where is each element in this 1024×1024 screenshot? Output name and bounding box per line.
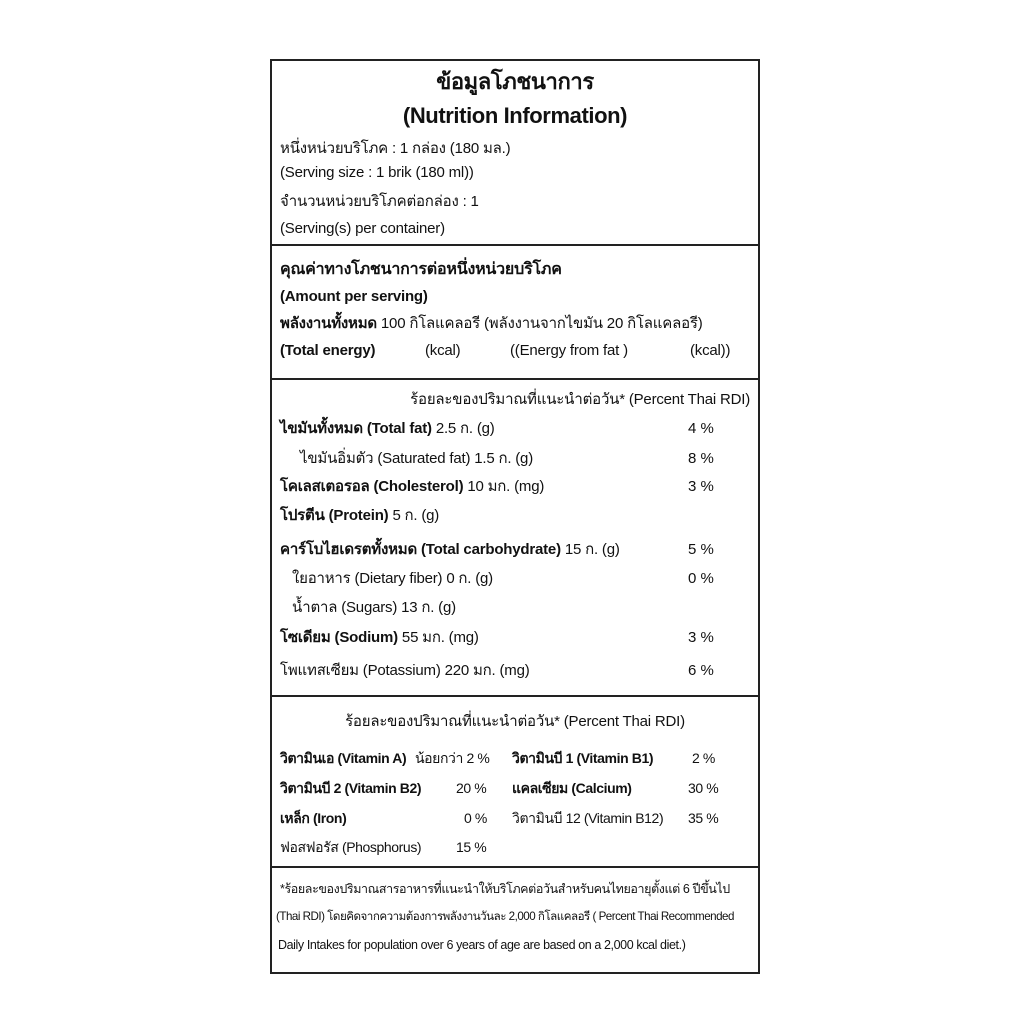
phosphorus-value: 15 % [456, 839, 487, 855]
calcium-label: แคลเซียม (Calcium) [512, 780, 632, 796]
nutrient-pct-sodium: 3 % [688, 629, 714, 646]
iron-value: 0 % [464, 810, 487, 826]
phosphorus-label: ฟอสฟอรัส (Phosphorus) [280, 839, 422, 855]
nutrient-label: น้ำตาล (Sugars) [292, 599, 398, 616]
vitamin-a-label: วิตามินเอ (Vitamin A) [280, 750, 407, 766]
serving-size-thai: หนึ่งหน่วยบริโภค : 1 กล่อง (180 มล.) [280, 140, 511, 157]
footnote-section [272, 868, 758, 972]
footnote-line-1: *ร้อยละของปริมาณสารอาหารที่แนะนำให้บริโภคต่อวันสำหรับคนไทยอายุตั้งแต่ 6 ปีขึ้นไป [280, 882, 730, 896]
nutrient-row-saturated-fat [300, 449, 533, 469]
nutrient-row-sugars [292, 598, 456, 618]
nutrient-pct-potassium: 6 % [688, 662, 714, 679]
nutrient-amount: 2.5 ก. (g) [435, 420, 495, 437]
nutrient-pct-dietary-fiber: 0 % [688, 570, 714, 587]
nutrient-pct-saturated-fat: 8 % [688, 450, 714, 467]
nutrition-label [270, 59, 760, 974]
nutrient-amount: 220 มก. (mg) [444, 662, 530, 679]
nutrient-amount: 13 ก. (g) [401, 599, 456, 616]
nutrient-amount: 55 มก. (mg) [401, 629, 479, 646]
nutrient-label: ใยอาหาร (Dietary fiber) [292, 570, 443, 587]
vitamins-section [272, 697, 758, 868]
nutrient-row-cholesterol [280, 477, 544, 497]
nutrient-amount: 10 มก. (mg) [467, 478, 545, 495]
nutrient-row-potassium [280, 661, 530, 681]
nutrient-label: โคเลสเตอรอล (Cholesterol) [280, 478, 464, 495]
vitamin-b1-label: วิตามินบี 1 (Vitamin B1) [512, 750, 654, 766]
nutrient-pct-total-fat: 4 % [688, 420, 714, 437]
total-energy-label: พลังงานทั้งหมด [280, 315, 377, 332]
title-english: (Nutrition Information) [402, 103, 628, 128]
total-energy-unit: กิโลแคลอรี [409, 315, 481, 332]
nutrient-label: ไขมันทั้งหมด (Total fat) [280, 420, 432, 437]
rdi-header: ร้อยละของปริมาณที่แนะนำต่อวัน* (Percent Thai RDI) [410, 391, 750, 408]
total-energy-value: 100 [380, 315, 406, 332]
energy-from-fat-english: ((Energy from fat ) [510, 342, 628, 359]
nutrient-amount: 5 ก. (g) [392, 507, 440, 524]
total-energy-row [280, 314, 703, 334]
vitamin-b1-value: 2 % [692, 750, 715, 766]
vitamins-rdi-header: ร้อยละของปริมาณที่แนะนำต่อวัน* (Percent Thai RDI) [345, 713, 685, 730]
footnote-line-3: Daily Intakes for population over 6 years of age are based on a 2,000 kcal diet.) [278, 938, 686, 952]
title-thai: ข้อมูลโภชนาการ [436, 69, 594, 94]
fat-energy-unit: กิโลแคลอรี) [627, 315, 703, 332]
nutrient-label: โพแทสเซียม (Potassium) [280, 662, 441, 679]
nutrient-row-total-fat [280, 419, 495, 439]
iron-label: เหล็ก (Iron) [280, 810, 347, 826]
total-energy-english: (Total energy) [280, 342, 376, 359]
nutrient-amount: 1.5 ก. (g) [474, 450, 533, 467]
vitamin-b12-value: 35 % [688, 810, 719, 826]
nutrient-label: โซเดียม (Sodium) [280, 629, 398, 646]
amount-per-serving-thai: คุณค่าทางโภชนาการต่อหนึ่งหน่วยบริโภค [280, 261, 562, 278]
nutrient-label: ไขมันอิ่มตัว (Saturated fat) [300, 450, 471, 467]
servings-per-container-english: (Serving(s) per container) [280, 220, 445, 237]
fat-energy-value: 20 [606, 315, 624, 332]
calcium-value: 30 % [688, 780, 719, 796]
servings-per-container-thai: จำนวนหน่วยบริโภคต่อกล่อง : 1 [280, 193, 479, 210]
vitamin-b12-label: วิตามินบี 12 (Vitamin B12) [512, 810, 664, 826]
nutrients-section [272, 380, 758, 697]
nutrient-row-sodium [280, 628, 479, 648]
nutrient-row-protein [280, 506, 439, 526]
energy-section [272, 246, 758, 380]
vitamin-a-value: น้อยกว่า 2 % [415, 750, 490, 766]
kcal-english: (kcal) [425, 342, 461, 359]
nutrient-pct-cholesterol: 3 % [688, 478, 714, 495]
vitamin-b2-value: 20 % [456, 780, 487, 796]
serving-size-english: (Serving size : 1 brik (180 ml)) [280, 164, 474, 181]
footnote-line-2: (Thai RDI) โดยคิดจากความต้องการพลังงานวันละ 2,000 กิโลแคลอรี ( Percent Thai Recommended [276, 910, 734, 923]
nutrient-pct-carbohydrate: 5 % [688, 541, 714, 558]
nutrient-label: คาร์โบไฮเดรตทั้งหมด (Total carbohydrate) [280, 541, 561, 558]
nutrient-amount: 0 ก. (g) [446, 570, 493, 587]
kcal-english-close: (kcal)) [690, 342, 731, 359]
nutrient-label: โปรตีน (Protein) [280, 507, 389, 524]
header-section [272, 61, 758, 246]
fat-energy-label: (พลังงานจากไขมัน [483, 315, 603, 332]
vitamin-b2-label: วิตามินบี 2 (Vitamin B2) [280, 780, 422, 796]
nutrient-row-dietary-fiber [292, 569, 493, 589]
amount-per-serving-english: (Amount per serving) [280, 288, 428, 305]
nutrient-amount: 15 ก. (g) [564, 541, 620, 558]
nutrient-row-carbohydrate [280, 540, 620, 560]
